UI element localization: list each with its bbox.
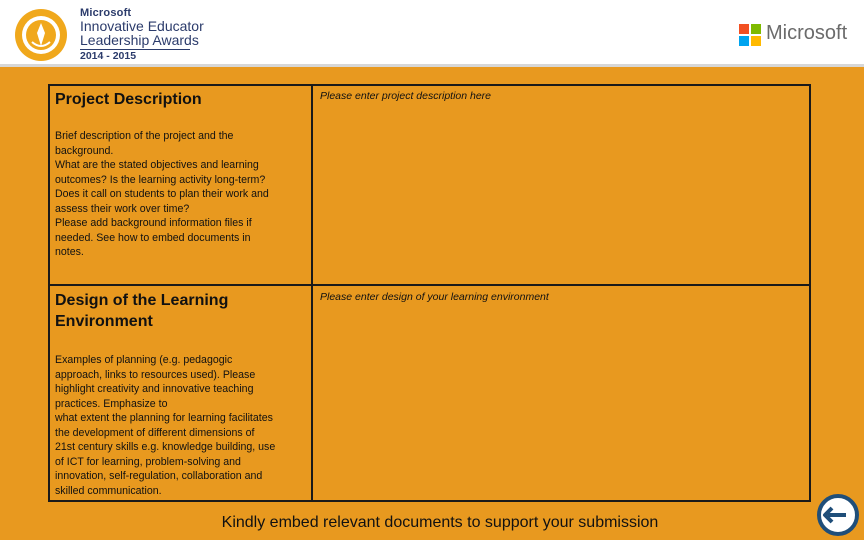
section-title-project-description: Project Description (55, 91, 202, 108)
column-divider (311, 84, 313, 502)
section-body-learning-environment: Examples of planning (e.g. pedagogic approach, links to resources used). Please highlight creativity and innovative teaching practices. Emphasize to what extent the planning for learning facilitates the development of different dimensions of 21st century skills e.g. knowledge building, use of ICT for learning, problem-solving and innovation, self-regulation, collaboration and skilled communication. (55, 354, 276, 497)
project-description-input[interactable]: Please enter project description here (320, 90, 492, 102)
learning-environment-input[interactable]: Please enter design of your learning environment (320, 291, 549, 303)
award-title (80, 8, 204, 62)
section-title-learning-environment: Design of the Learning Environment (55, 292, 229, 330)
microsoft-logo-icon (739, 24, 761, 46)
award-line-2: Innovative Educator (80, 18, 204, 34)
logo-square-blue (739, 36, 749, 46)
logo-square-red (739, 24, 749, 34)
row-divider (48, 284, 811, 286)
header-bar (0, 0, 864, 66)
logo-square-green (751, 24, 761, 34)
return-arrow-icon[interactable] (815, 492, 861, 538)
logo-square-yellow (751, 36, 761, 46)
award-line-1: Microsoft (80, 7, 132, 19)
award-line-3: Leadership Awards (80, 32, 199, 48)
award-years: 2014 - 2015 (80, 50, 137, 62)
brand-name: Microsoft (766, 22, 848, 44)
section-body-project-description: Brief description of the project and the background. What are the stated objectives and learning outcomes? Is the learning activity long-term? Does it call on students to plan their work and assess their work over time? Please add background information files if needed. See how to embed documents in notes. (55, 130, 269, 258)
award-badge-icon (10, 6, 72, 64)
footer-instruction: Kindly embed relevant documents to support your submission (221, 514, 659, 531)
